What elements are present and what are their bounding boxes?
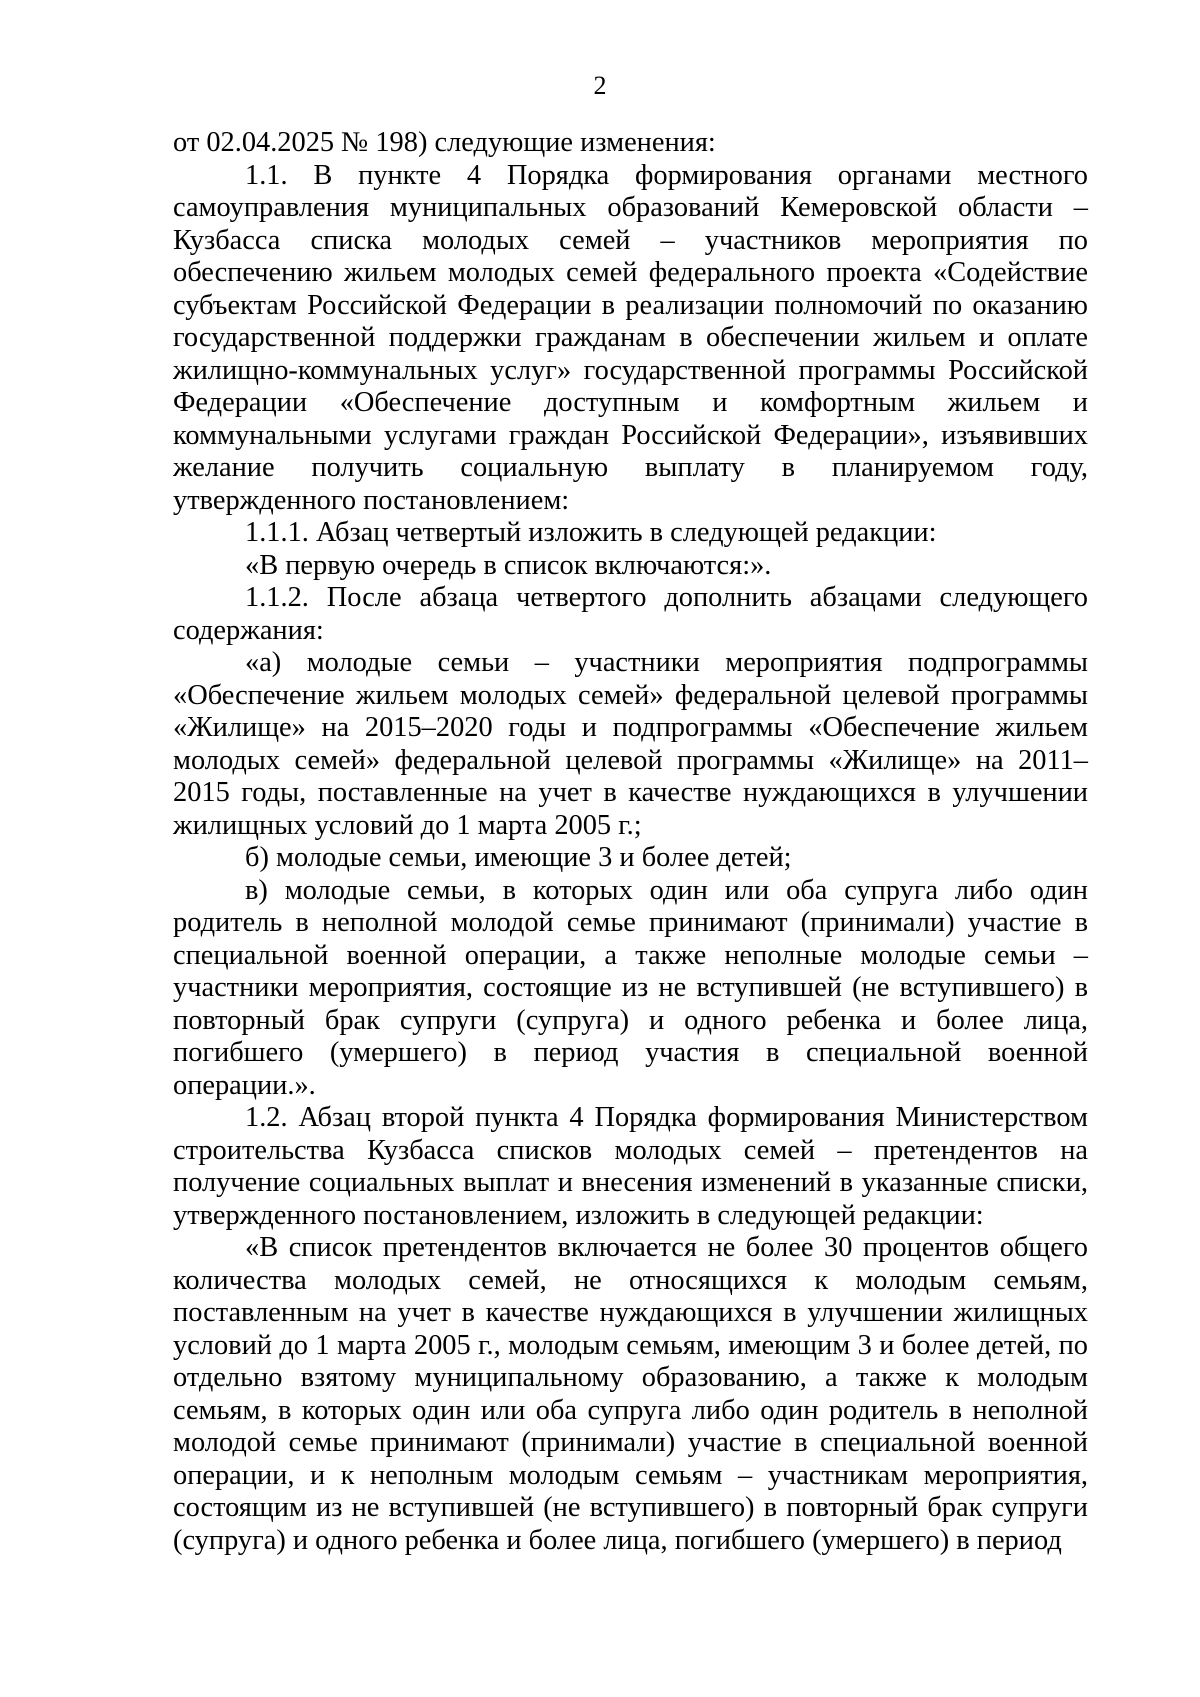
paragraph-1-2: 1.2. Абзац второй пункта 4 Порядка формирования Министерством строительства Кузбасса списков молодых семей – претендентов на получение социальных выплат и внесения изменений в указанные списки, утвержденного постановлением, изложить в следующей редакции: bbox=[173, 1102, 1088, 1231]
paragraph-1-1-1: 1.1.1. Абзац четвертый изложить в следующей редакции: bbox=[245, 517, 937, 548]
paragraph-item-a: «а) молодые семьи – участники мероприятия подпрограммы «Обеспечение жильем молодых семей» федеральной целевой программы «Жилище» на 2015–2020 годы и подпрограммы «Обеспечение жильем молодых семей» федеральной целевой программы «Жилище» на 2011–2015 годы, поставленные на учет в качестве нуждающихся в улучшении жилищных условий до 1 марта 2005 г.; bbox=[173, 647, 1088, 841]
paragraph-intro: от 02.04.2025 № 198) следующие изменения: bbox=[173, 127, 716, 158]
page-number: 2 bbox=[593, 71, 607, 100]
paragraph-1-1-2: 1.1.2. После абзаца четвертого дополнить абзацами следующего содержания: bbox=[173, 582, 1088, 646]
paragraph-item-v: в) молодые семьи, в которых один или оба супруга либо один родитель в неполной молодой семье принимают (принимали) участие в специальной военной операции, а также неполные молодые семьи – участники мероприятия, состоящие из не вступившей (не вступившего) в повторный брак супруги (супруга) и одного ребенка и более лица, погибшего (умершего) в период участия в специальной военной операции.». bbox=[173, 874, 1088, 1101]
paragraph-item-b: б) молодые семьи, имеющие 3 и более детей; bbox=[245, 842, 792, 873]
paragraph-quote-applicants-list: «В список претендентов включается не более 30 процентов общего количества молодых семей, не относящихся к молодым семьям, поставленным на учет в качестве нуждающихся в улучшении жилищных условий до 1 марта 2005 г., молодым семьям, имеющим 3 и более детей, по отдельно взятому муниципальному образованию, а также к молодым семьям, в которых один или оба супруга либо один родитель в неполной молодой семье принимают (принимали) участие в специальной военной операции, и к неполным молодым семьям – участникам мероприятия, состоящим из не вступившей (не вступившего) в повторный брак супруги (супруга) и одного ребенка и более лица, погибшего (умершего) в период bbox=[173, 1232, 1088, 1556]
paragraph-1-1: 1.1. В пункте 4 Порядка формирования органами местного самоуправления муниципальных образований Кемеровской области – Кузбасса списка молодых семей – участников мероприятия по обеспечению жильем молодых семей федерального проекта «Содействие субъектам Российской Федерации в реализации полномочий по оказанию государственной поддержки гражданам в обеспечении жильем и оплате жилищно-коммунальных услуг» государственной программы Российской Федерации «Обеспечение доступным и комфортным жильем и коммунальными услугами граждан Российской Федерации», изъявивших желание получить социальную выплату в планируемом году, утвержденного постановлением: bbox=[173, 159, 1088, 516]
document-body bbox=[173, 127, 1088, 1557]
paragraph-quote-first-priority: «В первую очередь в список включаются:». bbox=[245, 549, 772, 581]
